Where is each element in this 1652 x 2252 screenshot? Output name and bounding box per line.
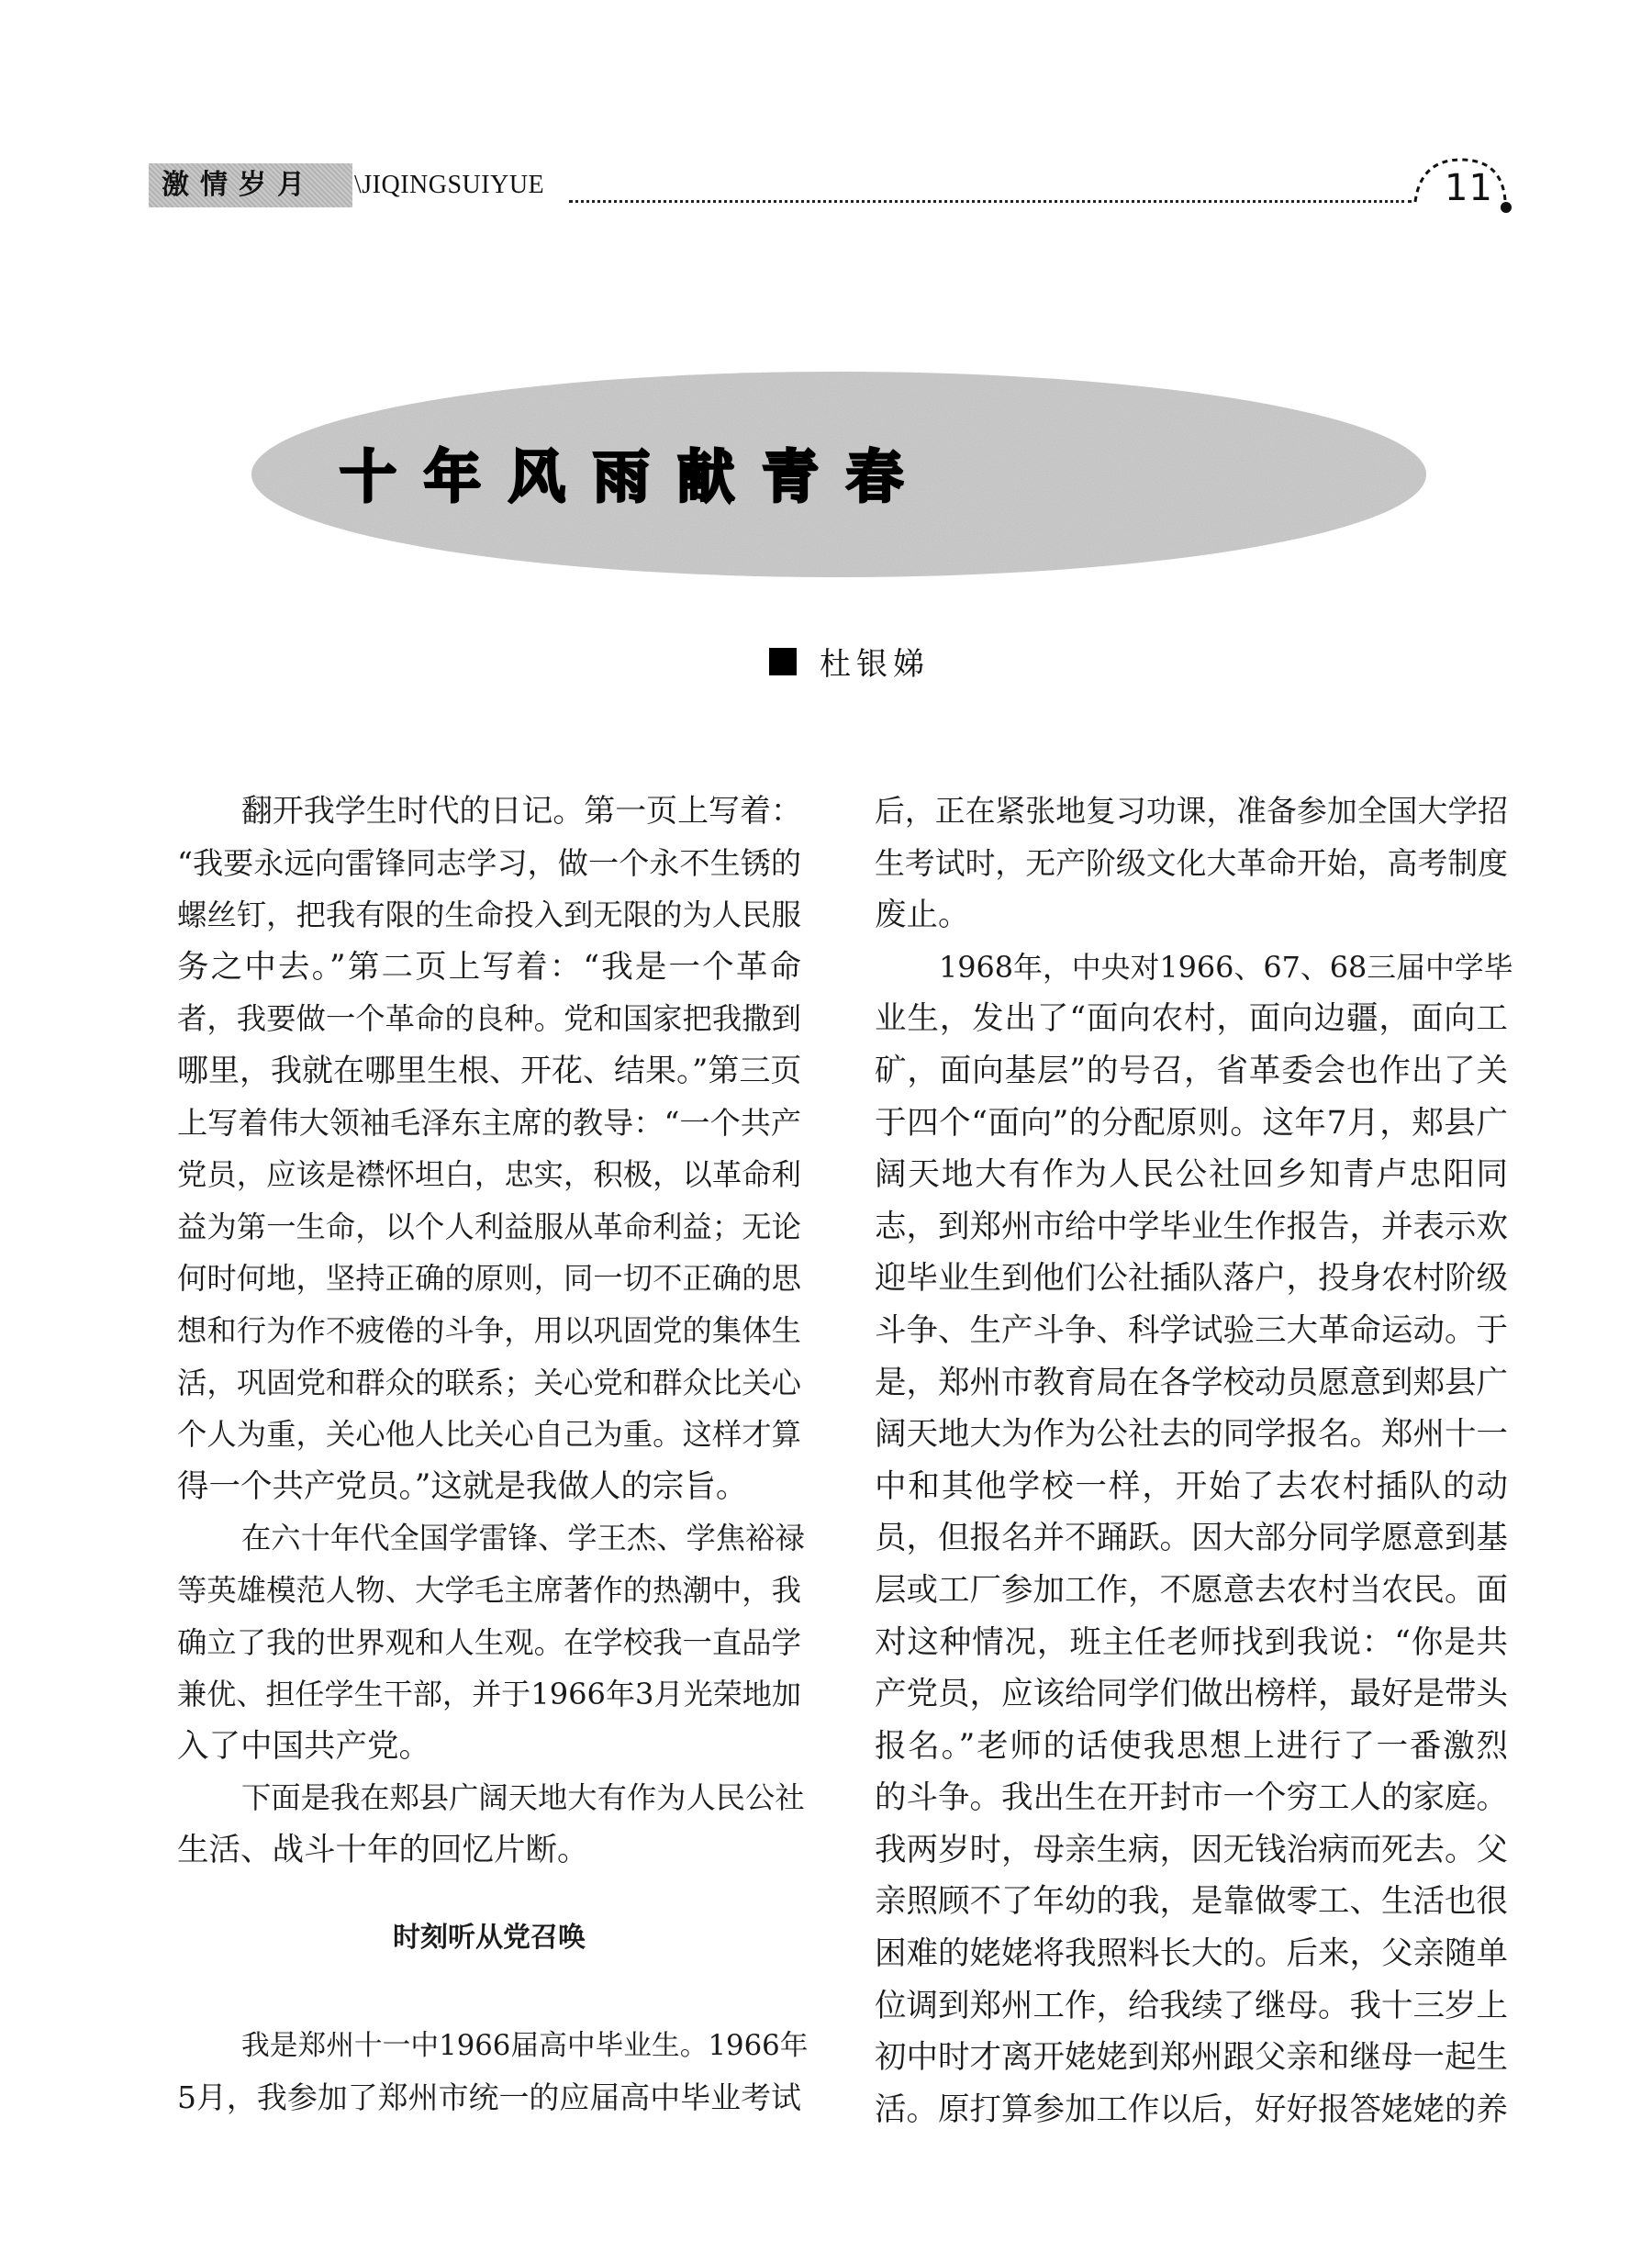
text-line: 翻开我学生时代的日记。第一页上写着： [241, 793, 802, 830]
text-line: 想和行为作不疲倦的斗争，用以巩固党的集体生 [177, 1312, 801, 1348]
text-line: 5月，我参加了郑州市统一的应届高中毕业考试 [177, 2079, 801, 2115]
text-line: 活，巩固党和群众的联系；关心党和群众比关心 [177, 1365, 801, 1400]
text-line: 对这种情况，班主任老师找到我说：“你是共 [875, 1623, 1508, 1661]
page-number-badge [1413, 154, 1524, 218]
text-line: 益为第一生命，以个人利益服从革命利益；无论 [177, 1209, 801, 1244]
text-line: 阔天地大为作为公社去的同学报名。郑州十一 [875, 1416, 1508, 1454]
text-line: 入了中国共产党。 [177, 1727, 430, 1765]
text-line: 务之中去。”第二页上写着：“我是一个革命 [177, 948, 801, 986]
article-title: 十年风雨献青春 [340, 443, 932, 510]
author-marker-icon [769, 648, 797, 675]
article-author: 杜银娣 [820, 646, 930, 683]
text-line: 的斗争。我出生在开封市一个穷工人的家庭。 [875, 1779, 1508, 1817]
text-line: 1968年，中央对1966、67、68三届中学毕 [939, 949, 1513, 985]
text-line: 困难的姥姥将我照料长大的。后来，父亲随单 [875, 1935, 1508, 1973]
page-number: 11 [1445, 167, 1493, 209]
section-heading: 时刻听从党召唤 [393, 1922, 586, 1955]
text-line: 报名。”老师的话使我思想上进行了一番激烈 [875, 1727, 1508, 1765]
section-tag: 激情岁月 [149, 163, 352, 207]
header-dotted-rule [569, 200, 1412, 203]
section-tag-english: \JIQINGSUIYUE [354, 171, 545, 199]
text-line: 我两岁时，母亲生病，因无钱治病而死去。父 [875, 1831, 1508, 1868]
text-line: 后，正在紧张地复习功课，准备参加全国大学招 [875, 794, 1508, 829]
text-line: 中和其他学校一样，开始了去农村插队的动 [875, 1467, 1508, 1505]
text-line: 亲照顾不了年幼的我，是靠做零工、生活也很 [875, 1883, 1508, 1921]
text-line: 个人为重，关心他人比关心自己为重。这样才算 [177, 1417, 801, 1453]
right-column [875, 786, 1513, 2135]
text-line: 兼优、担任学生干部，并于1966年3月光荣地加 [177, 1677, 801, 1712]
text-line: 初中时才离开姥姥到郑州跟父亲和继母一起生 [875, 2039, 1508, 2077]
text-line: 迎毕业生到他们公社插队落户，投身农村阶级 [875, 1260, 1508, 1298]
text-line: 业生，发出了“面向农村，面向边疆，面向工 [875, 1000, 1508, 1038]
text-line: 生考试时，无产阶级文化大革命开始，高考制度 [875, 845, 1508, 881]
text-line: 在六十年代全国学雷锋、学王杰、学焦裕禄 [241, 1521, 805, 1556]
text-line: 废止。 [875, 897, 970, 934]
text-line: 下面是我在郏县广阔天地大有作为人民公社 [241, 1780, 805, 1816]
text-line: 等英雄模范人物、大学毛主席著作的热潮中，我 [177, 1572, 801, 1608]
text-line: 于四个“面向”的分配原则。这年7月，郏县广 [875, 1104, 1508, 1142]
text-line: 生活、战斗十年的回忆片断。 [177, 1831, 589, 1868]
text-line: 哪里，我就在哪里生根、开花、结果。”第三页 [177, 1052, 802, 1089]
text-line: 位调到郑州工作，给我续了继母。我十三岁上 [875, 1987, 1508, 2024]
text-line: 矿，面向基层”的号召，省革委会也作出了关 [875, 1052, 1508, 1089]
text-line: 确立了我的世界观和人生观。在学校我一直品学 [177, 1624, 801, 1660]
text-line: “我要永远向雷锋同志学习，做一个永不生锈的 [177, 844, 801, 881]
text-line: 上写着伟大领袖毛泽东主席的教导：“一个共产 [177, 1104, 801, 1141]
text-line: 党员，应该是襟怀坦白，忠实，积极，以革命利 [177, 1157, 801, 1193]
text-line: 阔天地大有作为人民公社回乡知青卢忠阳同 [875, 1156, 1508, 1194]
text-line: 者，我要做一个革命的良种。党和国家把我撒到 [177, 1001, 801, 1037]
left-column-body-continued [177, 2020, 809, 2124]
text-line: 何时何地，坚持正确的原则，同一切不正确的思 [177, 1261, 801, 1297]
text-line: 我是郑州十一中1966届高中毕业生。1966年 [241, 2029, 809, 2063]
left-column-body [177, 786, 805, 1876]
text-line: 是，郑州市教育局在各学校动员愿意到郏县广 [875, 1364, 1508, 1401]
text-line: 层或工厂参加工作，不愿意去农村当农民。面 [875, 1571, 1508, 1609]
text-line: 斗争、生产斗争、科学试验三大革命运动。于 [875, 1311, 1508, 1349]
text-line: 员，但报名并不踊跃。因大部分同学愿意到基 [875, 1520, 1508, 1557]
left-column [177, 786, 809, 2124]
right-column-body [875, 786, 1513, 2135]
text-line: 得一个共产党员。”这就是我做人的宗旨。 [177, 1467, 748, 1505]
text-line: 志，到郑州市给中学毕业生作报告，并表示欢 [875, 1208, 1508, 1245]
text-line: 产党员，应该给同学们做出榜样，最好是带头 [875, 1676, 1508, 1713]
text-line: 活。原打算参加工作以后，好好报答姥姥的养 [875, 2090, 1508, 2128]
text-line: 螺丝钉，把我有限的生命投入到无限的为人民服 [177, 897, 801, 933]
